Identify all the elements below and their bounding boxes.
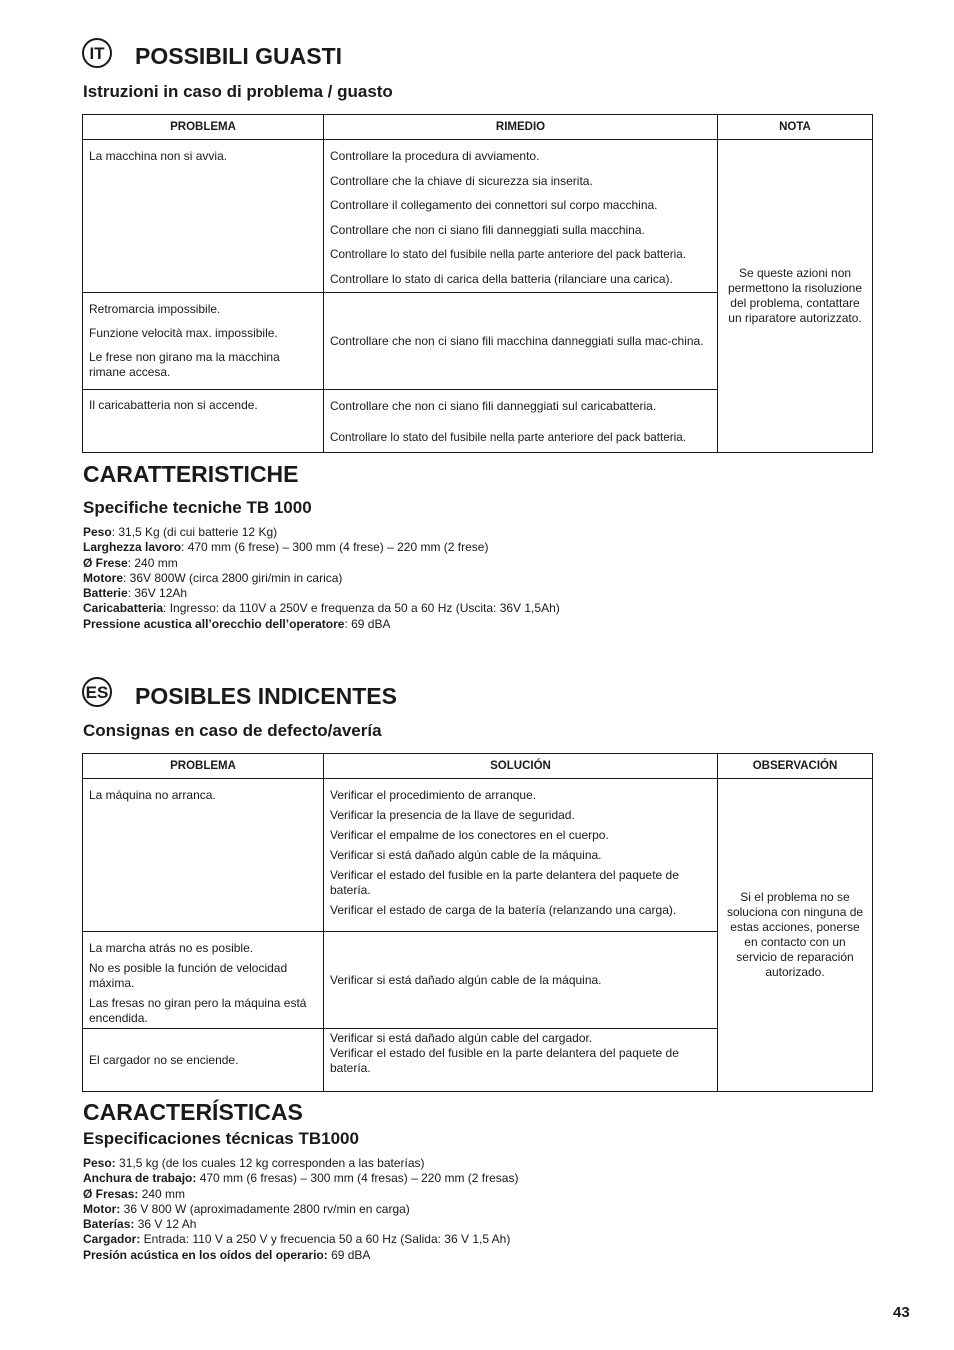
spec-label: Cargador:: [83, 1232, 141, 1247]
problem-text: Retromarcia impossibile.: [89, 302, 221, 316]
spec-label: Pressione acustica all’orecchio dell’operatore: [83, 616, 345, 631]
specs-list-it: [83, 525, 560, 632]
spec-value: 470 mm (6 fresas) – 300 mm (4 fresas) – 220 mm (2 fresas): [196, 1171, 519, 1186]
spec-value: : Ingresso: da 110V a 250V e frequenza da 50 a 60 Hz (Uscita: 36V 1,5Ah): [163, 601, 560, 616]
spec-label: Baterías:: [83, 1217, 135, 1232]
spec-label: Presión acústica en los oídos del operario:: [83, 1247, 328, 1262]
spec-value: 36 V 800 W (aproximadamente 2800 rv/min en carga): [120, 1201, 410, 1216]
section-subtitle-consignas: Consignas en caso de defecto/avería: [83, 721, 382, 740]
problem-text: La marcha atrás no es posible.: [89, 941, 254, 955]
section-title-caracteristicas: CARACTERÍSTICAS: [83, 1099, 303, 1125]
remedy-text: Controllare lo stato del fusibile nella parte anteriore del pack batteria.: [330, 431, 687, 444]
language-code: ES: [85, 682, 109, 702]
spec-value: 36 V 12 Ah: [134, 1217, 197, 1232]
spec-item: [83, 601, 560, 616]
spec-item: [83, 1171, 518, 1186]
section-subtitle-especificaciones: Especificaciones técnicas TB1000: [83, 1129, 359, 1148]
spec-label: Peso: [83, 525, 112, 539]
spec-item: [83, 1202, 518, 1217]
problem-text: Las fresas no giran pero la máquina está encendida.: [89, 996, 307, 1025]
note-text: Se queste azioni non permettono la risoluzione del problema, contattare un riparatore autorizzato.: [727, 266, 863, 325]
section-title-caratteristiche: CARATTERISTICHE: [83, 461, 299, 487]
spec-value: : 36V 12Ah: [127, 586, 188, 601]
remedy-text: Controllare il collegamento dei connettori sul corpo macchina.: [330, 198, 658, 212]
remedy-text: Verificar si está dañado algún cable de la máquina.: [330, 848, 602, 862]
spec-label: Larghezza lavoro: [83, 540, 182, 555]
remedy-text: Controllare che la chiave di sicurezza sia inserita.: [330, 173, 593, 188]
remedy-text: Verificar la presencia de la llave de seguridad.: [330, 808, 575, 822]
column-header-rimedio: RIMEDIO: [324, 115, 718, 140]
remedy-text: Verificar el estado del fusible en la parte delantera del paquete de batería.: [330, 868, 679, 897]
remedy-text: Controllare che non ci siano fili danneggiati sul caricabatteria.: [330, 399, 657, 413]
spec-label: Anchura de trabajo:: [83, 1171, 197, 1186]
column-header-problema: PROBLEMA: [83, 115, 324, 140]
language-code: IT: [89, 43, 105, 63]
spec-value: : 69 dBA: [344, 616, 391, 631]
spec-value: 69 dBA: [327, 1247, 371, 1262]
note-text: Si el problema no se soluciona con ninguna de estas acciones, ponerse en contacto con un servicio de reparación autorizado.: [726, 890, 864, 979]
spec-value: : 240 mm: [127, 555, 178, 570]
spec-value: 31,5 kg (de los cuales 12 kg corresponden a las baterías): [115, 1156, 425, 1170]
column-header-solucion: SOLUCIÓN: [324, 754, 718, 779]
spec-item: [83, 1232, 518, 1247]
spec-value: : 36V 800W (circa 2800 giri/min in carica): [123, 570, 343, 585]
problem-text: Le frese non girano ma la macchina rimane accesa.: [89, 350, 280, 379]
spec-label: Ø Fresas:: [83, 1186, 139, 1201]
spec-item: [83, 617, 560, 632]
section-subtitle-istruzioni: Istruzioni in caso di problema / guasto: [83, 82, 393, 101]
section-subtitle-specifiche: Specifiche tecniche TB 1000: [83, 498, 312, 517]
remedy-text: Controllare lo stato del fusibile nella parte anteriore del pack batteria.: [330, 248, 687, 261]
section-title-guasti: POSSIBILI GUASTI: [135, 43, 343, 69]
page-number: 43: [893, 1304, 910, 1321]
spec-label: Peso:: [83, 1156, 116, 1170]
spec-item: [83, 1156, 518, 1171]
troubleshooting-table-it: [82, 114, 873, 453]
spec-value: : 470 mm (6 frese) – 300 mm (4 frese) – 220 mm (2 frese): [181, 540, 489, 555]
table-row: [83, 140, 873, 293]
spec-item: [83, 586, 560, 601]
remedy-text: Verificar el empalme de los conectores en el cuerpo.: [330, 828, 609, 842]
column-header-problema: PROBLEMA: [83, 754, 324, 779]
spec-item: [83, 1217, 518, 1232]
remedy-text: Controllare che non ci siano fili danneggiati sulla macchina.: [330, 222, 645, 237]
remedy-text: Verificar si está dañado algún cable del cargador.: [330, 1031, 593, 1045]
spec-item: [83, 1248, 518, 1263]
spec-item: [83, 571, 560, 586]
spec-label: Caricabatteria: [83, 601, 164, 616]
language-badge-es: [82, 677, 112, 707]
problem-text: Il caricabatteria non si accende.: [89, 398, 258, 412]
spec-label: Motor:: [83, 1201, 121, 1216]
remedy-text: Verificar el estado de carga de la batería (relanzando una carga).: [330, 903, 677, 917]
problem-text: La macchina non si avvia.: [89, 149, 228, 163]
problem-text: Funzione velocità max. impossibile.: [89, 326, 278, 340]
spec-label: Batterie: [83, 586, 128, 601]
problem-text: No es posible la función de velocidad máxima.: [89, 961, 288, 990]
specs-list-es: [83, 1156, 518, 1263]
spec-item: [83, 556, 560, 571]
spec-item: [83, 1187, 518, 1202]
spec-value: Entrada: 110 V a 250 V y frecuencia 50 a 60 Hz (Salida: 36 V 1,5 Ah): [140, 1232, 511, 1247]
remedy-text: Controllare che non ci siano fili macchina danneggiati sulla mac-china.: [330, 333, 704, 348]
spec-value: : 31,5 Kg (di cui batterie 12 Kg): [111, 525, 278, 539]
column-header-observacion: OBSERVACIÓN: [718, 754, 873, 779]
spec-item: [83, 540, 560, 555]
language-badge-it: [82, 38, 112, 68]
problem-text: El cargador no se enciende.: [89, 1052, 239, 1067]
section-title-incidentes: POSIBLES INDICENTES: [135, 683, 397, 709]
spec-value: 240 mm: [138, 1186, 186, 1201]
troubleshooting-table-es: [82, 753, 873, 1092]
problem-text: La máquina no arranca.: [89, 788, 216, 802]
remedy-text: Verificar el estado del fusible en la parte delantera del paquete de batería.: [330, 1046, 679, 1075]
column-header-nota: NOTA: [718, 115, 873, 140]
table-row: [83, 779, 873, 932]
remedy-text: Verificar si está dañado algún cable de la máquina.: [330, 972, 602, 987]
remedy-text: Controllare lo stato di carica della batteria (rilanciare una carica).: [330, 271, 673, 286]
spec-label: Ø Frese: [83, 555, 128, 570]
spec-item: [83, 525, 560, 540]
spec-label: Motore: [83, 570, 123, 585]
remedy-text: Controllare la procedura di avviamento.: [330, 149, 540, 163]
remedy-text: Verificar el procedimiento de arranque.: [330, 788, 537, 802]
